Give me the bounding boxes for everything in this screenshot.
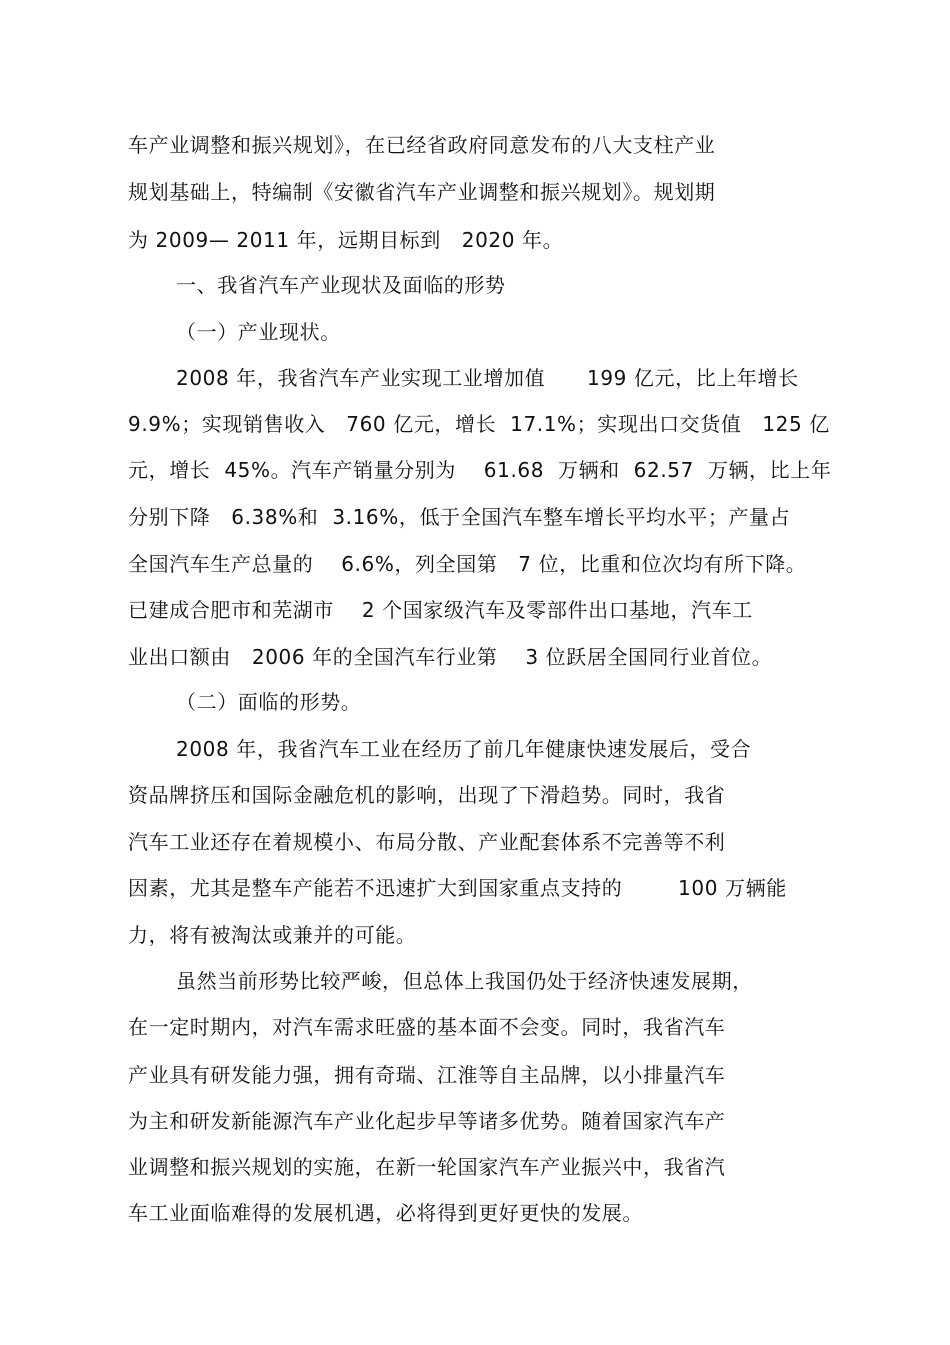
text-line: 规划基础上，特编制《安徽省汽车产业调整和振兴规划》。规划期: [128, 180, 716, 204]
text-line: 全国汽车生产总量的 6.6%，列全国第 7 位，比重和位次均有所下降。: [128, 552, 807, 576]
text-line: 为主和研发新能源汽车产业化起步早等诸多优势。随着国家汽车产: [128, 1109, 726, 1133]
text-line: 分别下降 6.38%和 3.16%，低于全国汽车整车增长平均水平；产量占: [128, 505, 791, 529]
text-line: 车产业调整和振兴规划》，在已经省政府同意发布的八大支柱产业: [128, 133, 716, 157]
text-line: 力，将有被淘汰或兼并的可能。: [128, 923, 417, 947]
text-line: 9.9%；实现销售收入 760 亿元，增长 17.1%；实现出口交货值 125 亿: [128, 412, 830, 436]
text-line: 2008 年，我省汽车产业实现工业增加值 199 亿元，比上年增长: [176, 366, 799, 390]
text-line: 资品牌挤压和国际金融危机的影响，出现了下滑趋势。同时，我省: [128, 783, 726, 807]
text-line: 已建成合肥市和芜湖市 2 个国家级汽车及零部件出口基地，汽车工: [128, 598, 753, 622]
subsection-heading: （二）面临的形势。: [176, 690, 362, 714]
text-line: 2008 年，我省汽车工业在经历了前几年健康快速发展后，受合: [176, 737, 752, 761]
text-line: 业出口额由 2006 年的全国汽车行业第 3 位跃居全国同行业首位。: [128, 645, 773, 669]
text-line: 元，增长 45%。汽车产销量分别为 61.68 万辆和 62.57 万辆，比上年: [128, 458, 832, 482]
text-line: 汽车工业还存在着规模小、布局分散、产业配套体系不完善等不利: [128, 830, 726, 854]
text-line: 因素，尤其是整车产能若不迅速扩大到国家重点支持的 100 万辆能: [128, 876, 787, 900]
text-line: 业调整和振兴规划的实施，在新一轮国家汽车产业振兴中，我省汽: [128, 1155, 726, 1179]
text-line: 虽然当前形势比较严峻，但总体上我国仍处于经济快速发展期，: [176, 969, 753, 993]
text-line: 车工业面临难得的发展机遇，必将得到更好更快的发展。: [128, 1201, 643, 1225]
subsection-heading: （一）产业现状。: [176, 320, 341, 344]
text-line: 在一定时期内，对汽车需求旺盛的基本面不会变。同时，我省汽车: [128, 1015, 726, 1039]
section-heading: 一、我省汽车产业现状及面临的形势: [176, 273, 506, 297]
text-line: 为 2009— 2011 年，远期目标到 2020 年。: [128, 228, 564, 252]
text-line: 产业具有研发能力强，拥有奇瑞、江淮等自主品牌，以小排量汽车: [128, 1063, 726, 1087]
